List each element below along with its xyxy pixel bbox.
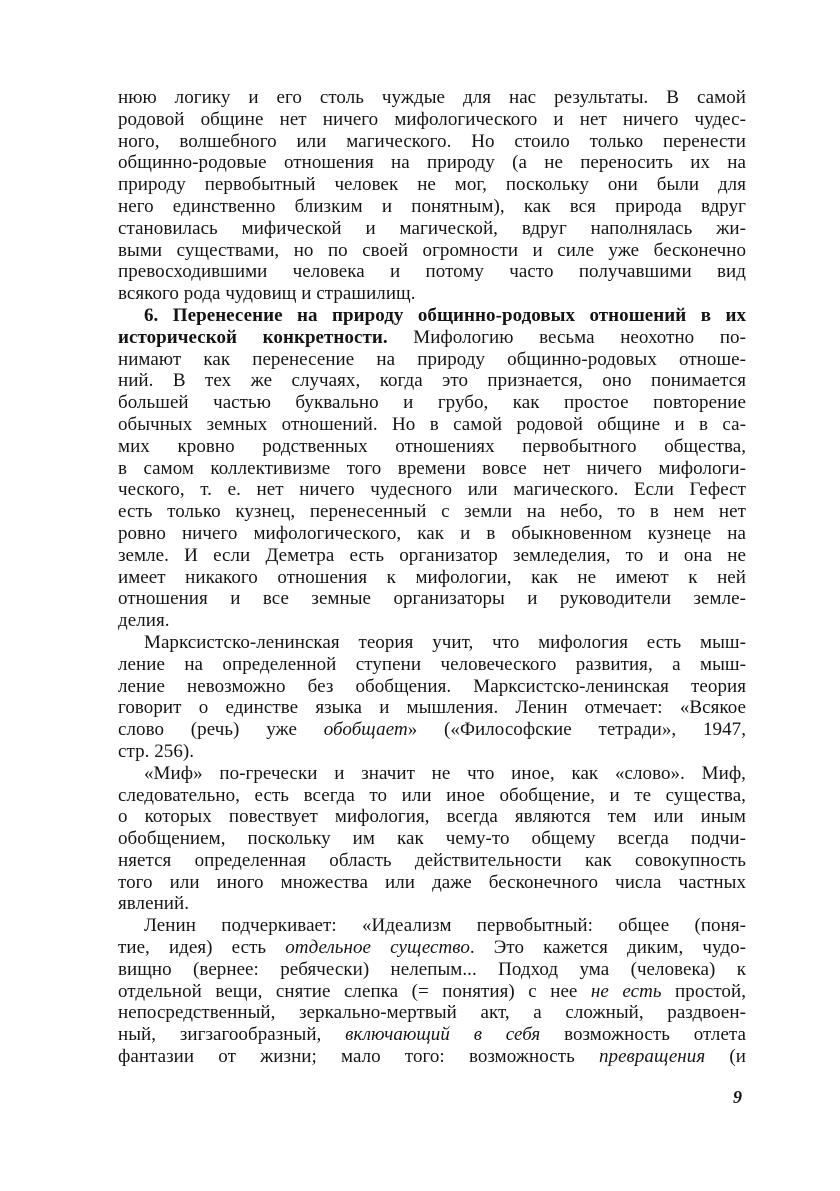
- text-segment: ческого, т. е. нет ничего чудесного или магического. Если Гефест: [118, 479, 746, 501]
- text-line: [118, 501, 746, 523]
- text-segment: превосходившими человека и потому часто получавшими вид: [118, 261, 746, 283]
- text-line: [118, 806, 746, 828]
- text-segment: отношения и все земные организаторы и руководители земле-: [118, 588, 746, 610]
- text-segment: Марксистско-ленинская теория учит, что мифология есть мыш-: [144, 631, 746, 653]
- text-segment: обычных земных отношений. Но в самой родовой общине и в са-: [118, 413, 746, 435]
- text-segment: становилась мифической и магической, вдруг наполнялась жи-: [118, 217, 746, 239]
- text-segment: имеет никакого отношения к мифологии, как не имеют к ней: [118, 566, 746, 588]
- text-segment: обобщением, поскольку им как чему-то общему всегда подчи-: [118, 828, 746, 850]
- italic-text: превращения: [598, 1046, 706, 1068]
- text-segment: фантазии от жизни; мало того: возможность: [118, 1046, 599, 1068]
- text-segment: земле. И если Деметра есть организатор земледелия, то и она не: [118, 544, 746, 566]
- text-line: [118, 218, 746, 240]
- text-segment: него единственно близким и понятным), как вся природа вдруг: [118, 195, 746, 217]
- text-line: [118, 131, 746, 153]
- text-segment: того или иного множества или даже бесконечного числа частных: [118, 871, 746, 893]
- text-line: [118, 893, 746, 915]
- text-segment: мих кровно родственных отношениях первобытного общества,: [118, 435, 746, 457]
- text-line: [118, 937, 746, 959]
- text-line: [118, 479, 746, 501]
- text-segment: Ленин подчеркивает: «Идеализм первобытный: общее (поня-: [144, 915, 746, 937]
- text-segment: ний. В тех же случаях, когда это признается, оно понимается: [118, 370, 746, 392]
- text-line: [118, 915, 746, 937]
- text-segment: явлений.: [118, 893, 190, 915]
- text-line: [118, 1046, 746, 1068]
- text-segment: о которых повествует мифология, всегда являются тем или иным: [118, 806, 746, 828]
- text-line: [118, 305, 746, 327]
- text-line: [118, 610, 746, 632]
- text-line: [118, 763, 746, 785]
- text-segment: следовательно, есть всегда то или иное обобщение, и те существа,: [118, 784, 746, 806]
- text-segment: ного, волшебного или магического. Но стоило только перенести: [118, 130, 746, 152]
- text-segment: ление невозможно без обобщения. Марксистско-ленинская теория: [118, 675, 746, 697]
- text-line: [118, 1024, 746, 1046]
- text-segment: возможность отлета: [540, 1024, 746, 1046]
- page-number: 9: [733, 1087, 742, 1107]
- text-segment: родовой общине нет ничего мифологического и нет ничего чудес-: [118, 108, 746, 130]
- text-segment: ровно ничего мифологического, как и в обыкновенном кузнеце на: [118, 522, 746, 544]
- text-line: [118, 1002, 746, 1024]
- text-line: [118, 152, 746, 174]
- text-segment: тие, идея) есть: [118, 937, 286, 959]
- text-line: [118, 785, 746, 807]
- text-line: [118, 676, 746, 698]
- text-line: [118, 697, 746, 719]
- text-line: [118, 654, 746, 676]
- text-segment: в самом коллективизме того времени вовсе нет ничего мифологи-: [118, 457, 746, 479]
- text-segment: большей частью буквально и грубо, как простое повторение: [118, 392, 746, 414]
- text-line: [118, 545, 746, 567]
- text-line: [118, 458, 746, 480]
- text-line: [118, 436, 746, 458]
- text-segment: ление на определенной ступени человеческого развития, а мыш-: [118, 653, 746, 675]
- italic-text: не есть: [590, 980, 662, 1002]
- text-line: [118, 959, 746, 981]
- italic-text: обобщает: [323, 719, 408, 741]
- text-segment: нимают как перенесение на природу общинно-родовых отноше-: [118, 348, 746, 370]
- bold-text: исторической конкретности.: [118, 326, 388, 348]
- text-line: [118, 981, 746, 1003]
- text-line: [118, 741, 746, 763]
- text-segment: Мифологию весьма неохотно по-: [387, 326, 746, 348]
- text-segment: слово (речь) уже: [118, 719, 324, 741]
- text-segment: простой,: [661, 980, 746, 1002]
- text-segment: общинно-родовые отношения на природу (а не переносить их на: [118, 152, 746, 174]
- text-segment: няется определенная область действительности как совокупность: [118, 849, 746, 871]
- text-line: [118, 872, 746, 894]
- text-line: [118, 370, 746, 392]
- text-line: [118, 283, 746, 305]
- text-line: [118, 828, 746, 850]
- text-segment: непосредственный, зеркально-мертвый акт, а сложный, раздвоен-: [118, 1002, 746, 1024]
- italic-text: включающий в себя: [345, 1024, 541, 1046]
- text-segment: ный, зигзагообразный,: [118, 1024, 346, 1046]
- text-line: [118, 632, 746, 654]
- text-line: [118, 174, 746, 196]
- bold-text: 6. Перенесение на природу общинно-родовых отношений в их: [144, 304, 746, 326]
- text-segment: (и: [705, 1046, 746, 1068]
- italic-text: отдельное существо: [285, 937, 470, 959]
- text-segment: » («Философские тетради», 1947,: [407, 719, 746, 741]
- text-line: [118, 567, 746, 589]
- text-segment: есть только кузнец, перенесенный с земли на небо, то в нем нет: [118, 501, 746, 523]
- text-line: [118, 349, 746, 371]
- text-line: [118, 87, 746, 109]
- text-line: [118, 261, 746, 283]
- text-segment: нюю логику и его столь чуждые для нас результаты. В самой: [118, 87, 746, 108]
- text-line: [118, 850, 746, 872]
- text-line: [118, 196, 746, 218]
- text-segment: говорит о единстве языка и мышления. Ленин отмечает: «Всякое: [118, 697, 746, 719]
- text-line: [118, 414, 746, 436]
- text-line: [118, 109, 746, 131]
- text-segment: всякого рода чудовищ и страшилищ.: [118, 283, 416, 305]
- document-page-body: [118, 87, 746, 1068]
- text-line: [118, 240, 746, 262]
- text-line: [118, 719, 746, 741]
- text-line: [118, 588, 746, 610]
- text-segment: «Миф» по-гречески и значит не что иное, как «слово». Миф,: [144, 762, 746, 784]
- text-segment: отдельной вещи, снятие слепка (= понятия) с нее: [118, 980, 591, 1002]
- text-line: [118, 392, 746, 414]
- text-segment: . Это кажется диким, чудо-: [469, 937, 746, 959]
- text-segment: вищно (вернее: ребячески) нелепым... Подход ума (человека) к: [118, 958, 746, 980]
- text-segment: природу первобытный человек не мог, поскольку они были для: [118, 174, 746, 196]
- text-segment: выми существами, но по своей огромности и силе уже бесконечно: [118, 239, 746, 261]
- text-segment: стр. 256).: [118, 740, 195, 762]
- text-segment: делия.: [118, 610, 170, 632]
- text-line: [118, 523, 746, 545]
- text-line: [118, 327, 746, 349]
